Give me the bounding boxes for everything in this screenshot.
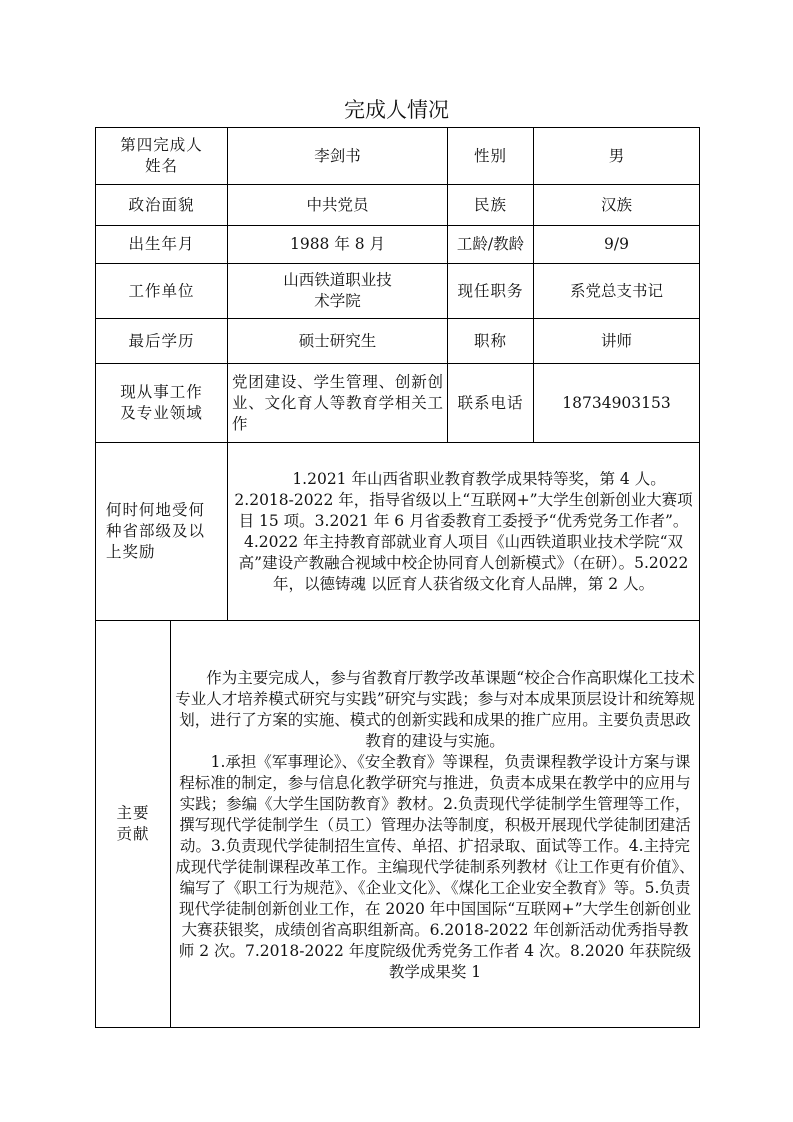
row-politics	[96, 185, 700, 226]
phone-value: 18734903153	[534, 364, 700, 443]
awards-label: 何时何地受何种省部级及以上奖励	[96, 443, 228, 621]
field-value: 党团建设、学生管理、创新创业、文化育人等教育学相关工作	[228, 364, 448, 443]
gender-label: 性别	[448, 128, 534, 185]
page-title: 完成人情况	[344, 98, 449, 122]
name-value: 李剑书	[228, 128, 448, 185]
seniority-value: 9/9	[534, 226, 700, 264]
row-education	[96, 319, 700, 364]
awards-line-1: 1.2021 年山西省职业教育教学成果特等奖，第 4 人。	[292, 469, 666, 488]
row-field	[96, 364, 700, 443]
row-birth	[96, 226, 700, 264]
education-label: 最后学历	[96, 319, 228, 364]
row-name	[96, 128, 700, 185]
personnel-info-table	[95, 127, 700, 1028]
employer-value: 山西铁道职业技术学院	[228, 264, 448, 319]
phone-label: 联系电话	[448, 364, 534, 443]
gender-value: 男	[534, 128, 700, 185]
row-contribution	[96, 621, 700, 1028]
awards-rest: 2.2018-2022 年，指导省级以上“互联网+”大学生创新创业大赛项目 15 项。3.2021 年 6 月省委教育工委授予“优秀党务工作者”。4.2022 年主持教育部就业育人项目《山西铁道职业技术学院“双高”建设产教融合视域中校企协同育人创新模式》（在研）。5.2022 年，以德铸魂 以匠育人获省级文化育人品牌，第 2 人。	[234, 490, 693, 593]
ethnicity-value: 汉族	[534, 185, 700, 226]
title-label: 职称	[448, 319, 534, 364]
field-label: 现从事工作及专业领域	[96, 364, 228, 443]
contribution-label: 主要贡献	[96, 621, 171, 1028]
position-value: 系党总支书记	[534, 264, 700, 319]
contribution-para-2: 1.承担《军事理论》、《安全教育》等课程，负责课程教学设计方案与课程标准的制定，参与信息化教学研究与推进，负责本成果在教学中的应用与实践；参编《大学生国防教育》教材。2.负责现代学徒制学生管理等工作，撰写现代学徒制学生（员工）管理办法等制度，积极开展现代学徒制团建活动。3.负责现代学徒制招生宣传、单招、扩招录取、面试等工作。4.主持完成现代学徒制课程改革工作。主编现代学徒制系列教材《让工作更有价值》、编写了《职工行为规范》、《企业文化》、《煤化工企业安全教育》等。5.负责现代学徒制创新创业工作，在 2020 年中国国际“互联网+”大学生创新创业大赛获银奖，成绩创省高职组新高。6.2018-2022 年创新活动优秀指导教师 2 次。7.2018-2022 年度院级优秀党务工作者 4 次。8.2020 年获院级教学成果奖 1	[175, 753, 695, 981]
position-label: 现任职务	[448, 264, 534, 319]
education-value: 硕士研究生	[228, 319, 448, 364]
row-employer	[96, 264, 700, 319]
birth-label: 出生年月	[96, 226, 228, 264]
ethnicity-label: 民族	[448, 185, 534, 226]
name-label: 第四完成人姓名	[96, 128, 228, 185]
awards-content	[228, 443, 700, 621]
contribution-content	[171, 621, 700, 1028]
title-value: 讲师	[534, 319, 700, 364]
contribution-para-1: 作为主要完成人，参与省教育厅教学改革课题“校企合作高职煤化工技术专业人才培养模式研究与实践”研究与实践；参与对本成果顶层设计和统筹规划，进行了方案的实施、模式的创新实践和成果的推广应用。主要负责思政教育的建设与实施。	[175, 669, 695, 750]
row-awards	[96, 443, 700, 621]
birth-value: 1988 年 8 月	[228, 226, 448, 264]
politics-label: 政治面貌	[96, 185, 228, 226]
politics-value: 中共党员	[228, 185, 448, 226]
seniority-label: 工龄/教龄	[448, 226, 534, 264]
employer-label: 工作单位	[96, 264, 228, 319]
